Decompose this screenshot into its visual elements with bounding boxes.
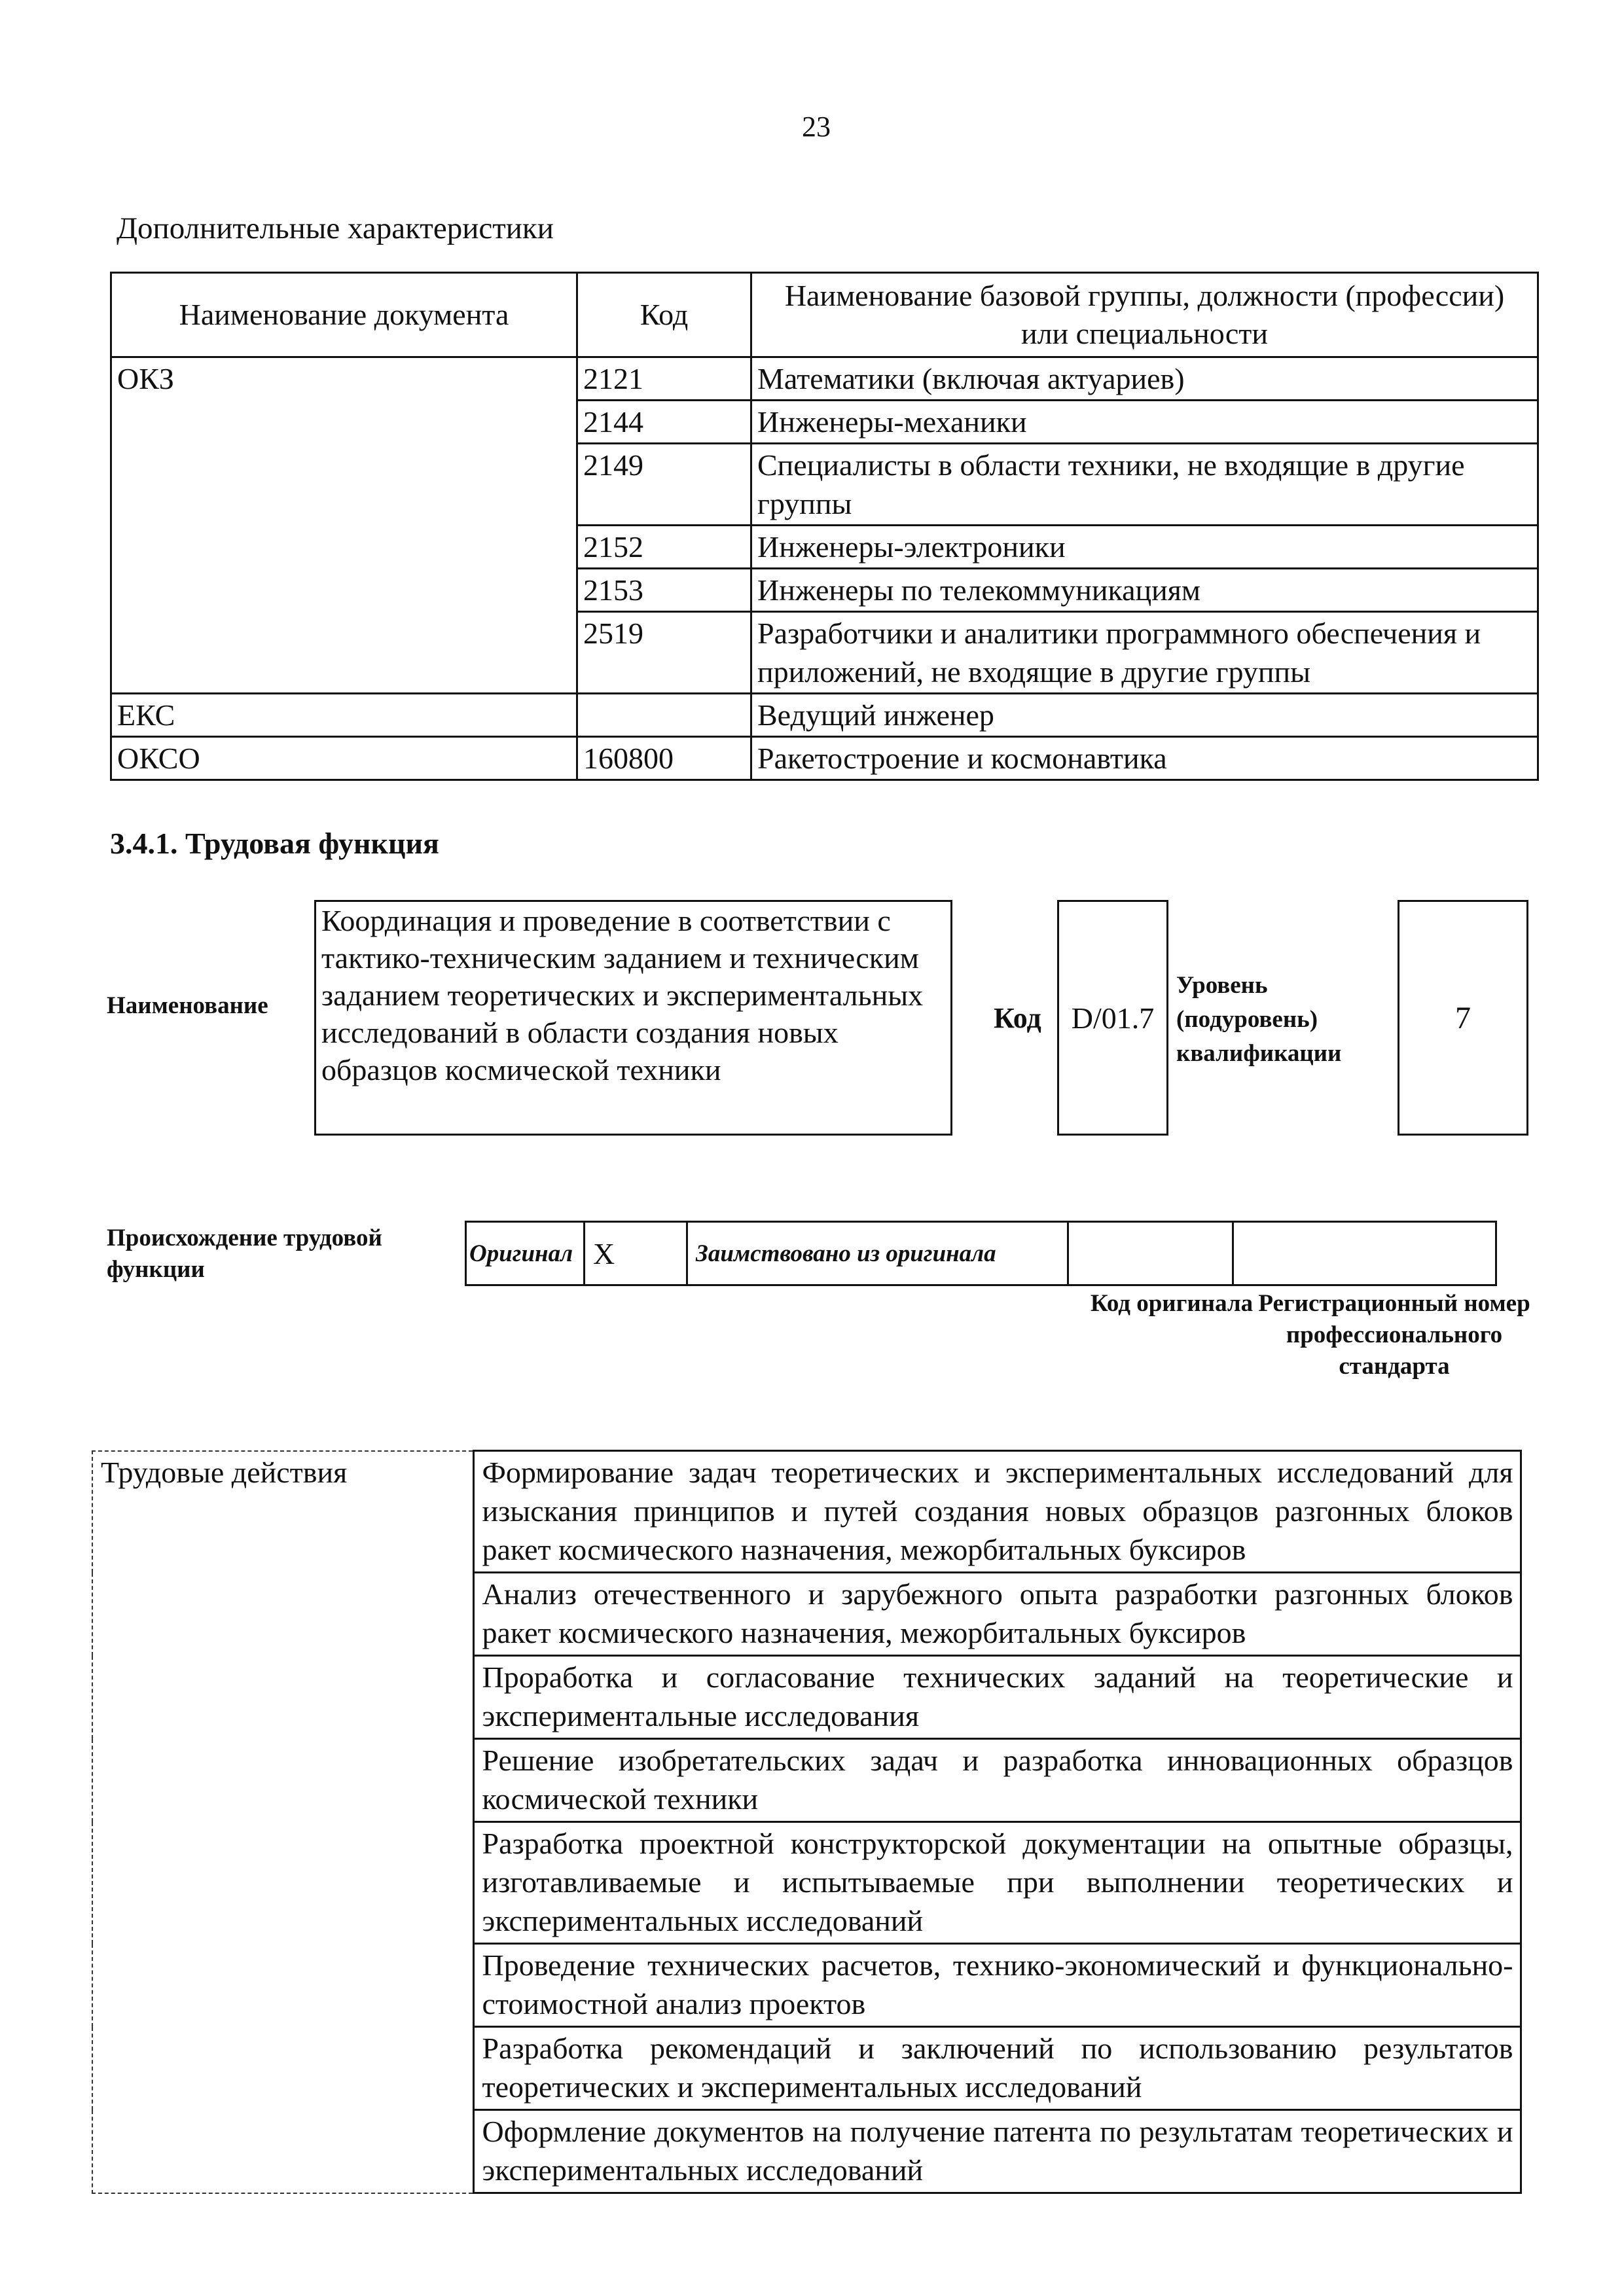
level-value-box: 7 — [1398, 900, 1528, 1136]
name-cell: Специалисты в области техники, не входящие в другие группы — [751, 444, 1538, 526]
name-cell: Разработчики и аналитики программного обеспечения и приложений, не входящие в другие группы — [751, 612, 1538, 694]
code-cell: 2149 — [577, 444, 751, 526]
origin-label: Происхождение трудовой функции — [107, 1225, 382, 1283]
header-name: Наименование базовой группы, должности (профессии) или специальности — [751, 273, 1538, 357]
doc-cell: ЕКС — [111, 694, 577, 737]
table-header-row — [111, 273, 1538, 357]
doc-cell: ОКЗ — [111, 357, 577, 694]
original-code-cell — [1068, 1222, 1233, 1285]
table-row — [111, 357, 1538, 401]
table-row — [111, 737, 1538, 780]
code-cell: 2121 — [577, 357, 751, 401]
borrowed-cell: Заимствовано из оригинала — [687, 1222, 1068, 1285]
action-item: Решение изобретательских задач и разработка инновационных образцов космической техники — [473, 1739, 1521, 1822]
table-row — [92, 1451, 1521, 1573]
name-cell: Инженеры-электроники — [751, 526, 1538, 569]
additional-characteristics-table — [110, 272, 1539, 781]
registration-number-cell — [1233, 1222, 1496, 1285]
name-label: Наименование — [107, 992, 268, 1019]
name-cell: Математики (включая актуариев) — [751, 357, 1538, 401]
code-cell: 2144 — [577, 401, 751, 444]
function-name-box: Координация и проведение в соответствии с тактико-техническим заданием и техническим заданием теоретических и экспериментальных исследований в области создания новых образцов космической техники — [314, 900, 952, 1136]
code-cell — [577, 694, 751, 737]
action-item: Оформление документов на получение патента по результатам теоретических и экспериментальных исследований — [473, 2110, 1521, 2193]
action-item: Разработка рекомендаций и заключений по использованию результатов теоретических и экспериментальных исследований — [473, 2027, 1521, 2110]
code-label: Код — [994, 1002, 1041, 1034]
level-label: Уровень (подуровень) квалификации — [1176, 972, 1342, 1067]
header-code: Код — [577, 273, 751, 357]
name-cell: Ракетостроение и космонавтика — [751, 737, 1538, 780]
name-cell: Инженеры по телекоммуникациям — [751, 569, 1538, 612]
action-item: Анализ отечественного и зарубежного опыта разработки разгонных блоков ракет космического назначения, межорбитальных буксиров — [473, 1573, 1521, 1656]
code-cell: 2152 — [577, 526, 751, 569]
name-cell: Инженеры-механики — [751, 401, 1538, 444]
doc-cell: ОКСО — [111, 737, 577, 780]
labor-actions-label: Трудовые действия — [92, 1451, 473, 2193]
header-doc: Наименование документа — [111, 273, 577, 357]
code-cell: 2153 — [577, 569, 751, 612]
origin-table — [465, 1221, 1497, 1286]
action-item: Проработка и согласование технических заданий на теоретические и экспериментальные исследования — [473, 1656, 1521, 1739]
section-title: Дополнительные характеристики — [117, 211, 554, 245]
page-number: 23 — [802, 111, 831, 143]
name-cell: Ведущий инженер — [751, 694, 1538, 737]
function-heading: 3.4.1. Трудовая функция — [110, 827, 439, 860]
table-row — [111, 694, 1538, 737]
labor-actions-table — [92, 1450, 1522, 2194]
original-mark-cell: X — [585, 1222, 687, 1285]
action-item: Разработка проектной конструкторской документации на опытные образцы, изготавливаемые и испытываемые при выполнении теоретических и экспериментальных исследований — [473, 1822, 1521, 1944]
action-item: Проведение технических расчетов, технико-экономический и функционально-стоимостной анализ проектов — [473, 1944, 1521, 2027]
function-code-box: D/01.7 — [1057, 900, 1168, 1136]
code-cell: 160800 — [577, 737, 751, 780]
original-cell: Оригинал — [466, 1222, 585, 1285]
registration-number-caption: Регистрационный номер профессионального стандарта — [1258, 1290, 1530, 1380]
code-cell: 2519 — [577, 612, 751, 694]
action-item: Формирование задач теоретических и экспериментальных исследований для изыскания принципов и путей создания новых образцов разгонных блоков ракет космического назначения, межорбитальных буксиров — [473, 1451, 1521, 1573]
original-code-caption: Код оригинала — [1090, 1290, 1254, 1317]
